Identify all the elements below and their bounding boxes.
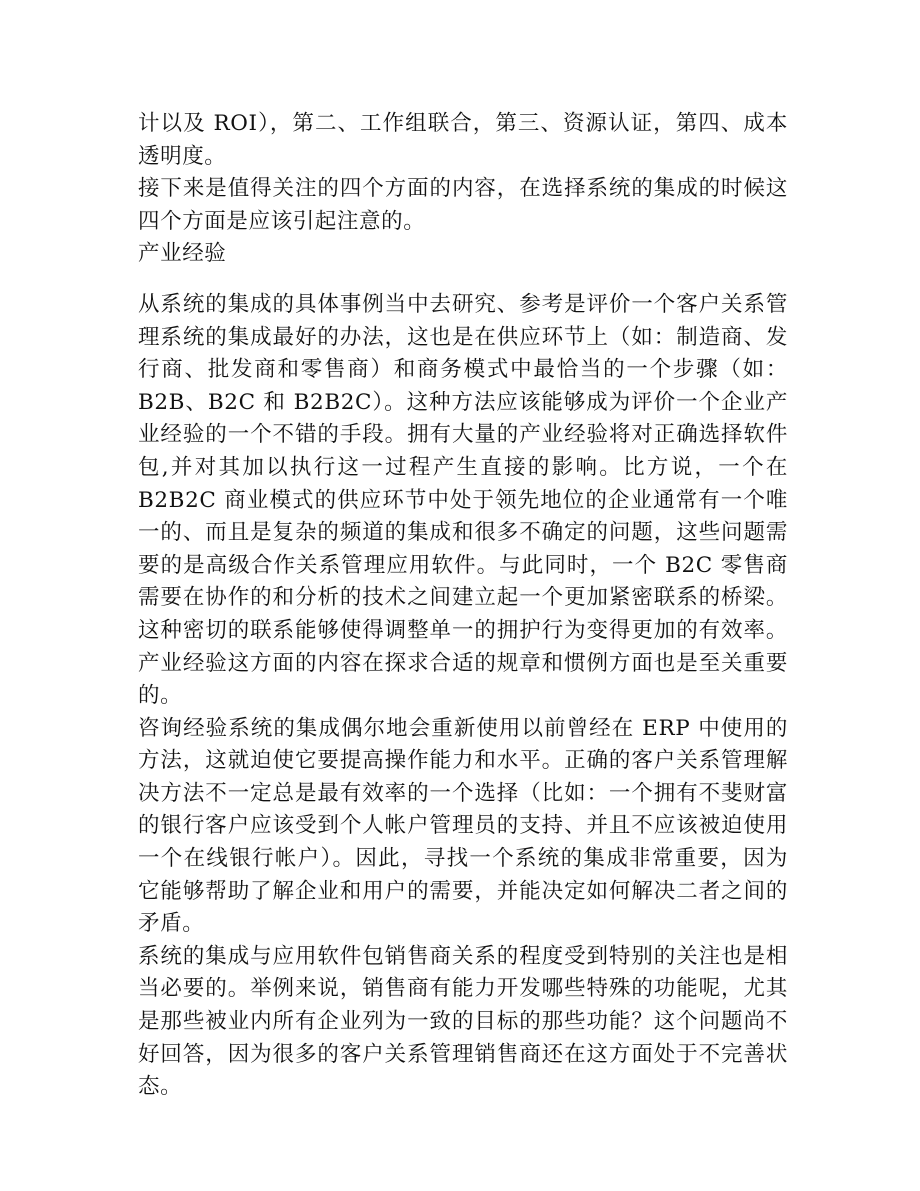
document-page (138, 108, 788, 1104)
section-heading: 产业经验 (138, 241, 227, 267)
paragraph-four-aspects: 接下来是值得关注的四个方面的内容，在选择系统的集成的时候这四个方面是应该引起注意的。 (138, 176, 788, 234)
paragraph-consulting-experience: 咨询经验系统的集成偶尔地会重新使用以前曾经在 ERP 中使用的方法，这就迫使它要提高操作能力和水平。正确的客户关系管理解决方法不一定总是最有效率的一个选择（比如：一个拥有不斐财富的银行客户应该受到个人帐户管理员的支持、并且不应该被迫使用一个在线银行帐户）。因此，寻找一个系统的集成非常重要，因为它能够帮助了解企业和用户的需要，并能决定如何解决二者之间的矛盾。 (138, 715, 788, 937)
paragraph-intro-continued: 计以及 ROI），第二、工作组联合，第三、资源认证，第四、成本透明度。 (138, 111, 788, 169)
paragraph-industry-experience: 从系统的集成的具体事例当中去研究、参考是评价一个客户关系管理系统的集成最好的办法，这也是在供应环节上（如：制造商、发行商、批发商和零售商）和商务模式中最恰当的一个步骤（如：B2B、B2C 和 B2B2C）。这种方法应该能够成为评价一个企业产业经验的一个不错的手段。拥有大量的产业经验将对正确选择软件包,并对其加以执行这一过程产生直接的影响。比方说，一个在 B2B2C 商业模式的供应环节中处于领先地位的企业通常有一个唯一的、而且是复杂的频道的集成和很多不确定的问题，这些问题需要的是高级合作关系管理应用软件。与此同时，一个 B2C 零售商需要在协作的和分析的技术之间建立起一个更加紧密联系的桥梁。这种密切的联系能够使得调整单一的拥护行为变得更加的有效率。产业经验这方面的内容在探求合适的规章和惯例方面也是至关重要的。 (138, 291, 788, 709)
paragraph-vendor-relationship: 系统的集成与应用软件包销售商关系的程度受到特别的关注也是相当必要的。举例来说，销售商有能力开发哪些特殊的功能呢，尤其是那些被业内所有企业列为一致的目标的那些功能？这个问题尚不好回答，因为很多的客户关系管理销售商还在这方面处于不完善状态。 (138, 943, 788, 1100)
